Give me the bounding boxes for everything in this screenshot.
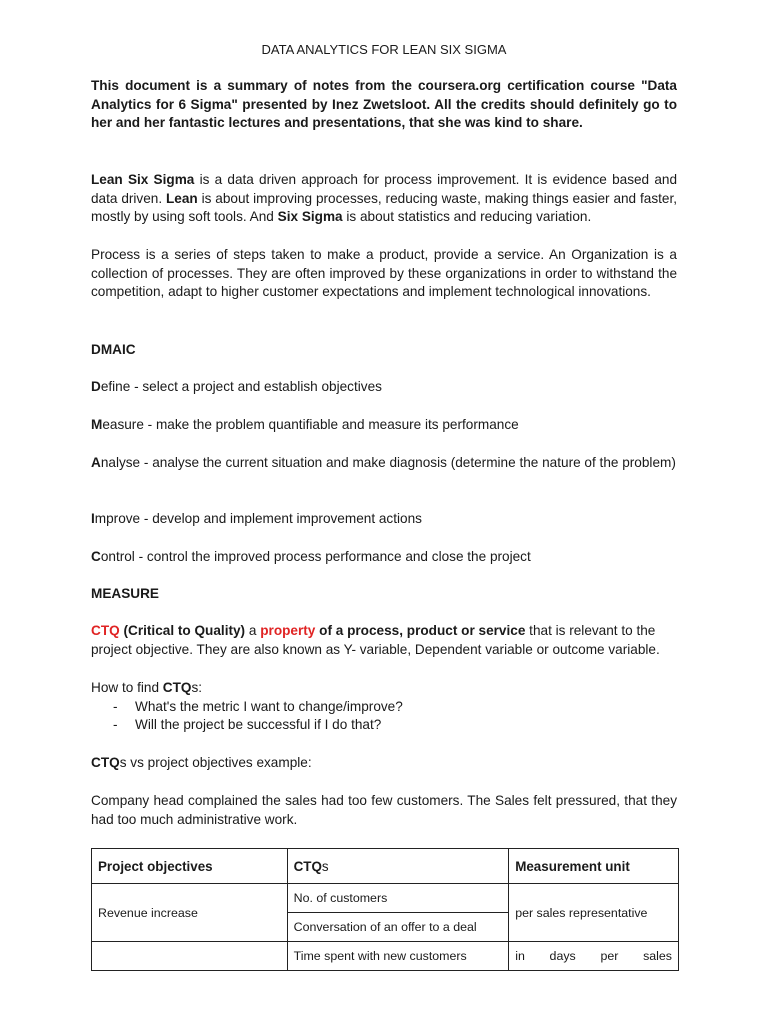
- cell-no-of-customers: No. of customers: [287, 884, 509, 913]
- table-header-row: [92, 849, 679, 884]
- term-property: property: [260, 623, 316, 638]
- how-to-find-ctqs: [91, 679, 677, 735]
- header-ctq-bold: CTQ: [293, 858, 322, 874]
- cell-in-days-per-sales: in days per sales: [509, 942, 679, 971]
- header-ctq-suffix: s: [321, 858, 329, 874]
- cell-empty: [92, 942, 288, 971]
- dmaic-control-text: ontrol - control the improved process performance and close the project: [100, 549, 531, 564]
- list-item: - What's the metric I want to change/improve?: [91, 698, 677, 717]
- how-to-find-label: [91, 679, 677, 698]
- term-ctq: CTQ: [91, 623, 120, 638]
- term-lean: Lean: [166, 190, 198, 206]
- header-project-objectives: Project objectives: [92, 849, 288, 884]
- ctq-question-list: [91, 698, 677, 735]
- example-text: s vs project objectives example:: [119, 755, 312, 770]
- list-item: - Will the project be successful if I do that?: [91, 716, 677, 735]
- dmaic-heading: DMAIC: [91, 342, 136, 357]
- dmaic-improve-text: mprove - develop and implement improvement actions: [94, 511, 422, 526]
- lean-six-sigma-paragraph: [91, 171, 677, 227]
- example-ctq: CTQ: [91, 755, 120, 770]
- dmaic-letter-a: A: [91, 455, 101, 470]
- dmaic-letter-c: C: [91, 549, 101, 564]
- process-paragraph: Process is a series of steps taken to make a product, provide a service. An Organization is a collection of processes. They are often improved by these organizations in order to withstand the competition, adapt to higher customer expectations and implement technological innovations.: [91, 247, 677, 300]
- cell-revenue-increase: Revenue increase: [92, 884, 288, 942]
- ctq-definition-rest: that is relevant to the project objective. They are also known as Y- variable, Dependent variable or outcome variable.: [91, 623, 660, 657]
- document-title: DATA ANALYTICS FOR LEAN SIX SIGMA: [261, 42, 507, 57]
- cell-time-spent: Time spent with new customers: [287, 942, 509, 971]
- dmaic-define-text: efine - select a project and establish objectives: [100, 379, 382, 394]
- dmaic-control: [91, 548, 677, 567]
- header-measurement-unit: Measurement unit: [509, 849, 679, 884]
- dmaic-measure: [91, 416, 677, 435]
- dmaic-analyse-text: nalyse - analyse the current situation and make diagnosis (determine the nature of the problem): [100, 455, 676, 470]
- dmaic-analyse: [91, 454, 677, 473]
- table-row: [92, 884, 679, 913]
- ctq-table: [91, 848, 679, 971]
- ctq-expansion: (Critical to Quality): [119, 623, 246, 638]
- ctq-process-product-service: of a process, product or service: [315, 623, 526, 638]
- term-lean-six-sigma: Lean Six Sigma: [91, 172, 195, 187]
- ctq-example-label: [91, 754, 677, 773]
- intro-paragraph: This document is a summary of notes from the coursera.org certification course "Data Analytics for 6 Sigma" presented by Inez Zwetsloot. All the credits should definitely go to her and her fantastic lectures and presentations, that she was kind to share.: [91, 78, 677, 131]
- lss-text-1: is a data driven approach for process improvement. It is evidence based and data driven.: [91, 172, 677, 206]
- dmaic-letter-d: D: [91, 379, 101, 394]
- dmaic-letter-m: M: [91, 417, 103, 432]
- dmaic-measure-text: easure - make the problem quantifiable and measure its performance: [102, 417, 519, 432]
- cell-conversation: Conversation of an offer to a deal: [287, 913, 509, 942]
- measure-heading: MEASURE: [91, 586, 159, 601]
- dmaic-define: [91, 378, 677, 397]
- ctq-definition: [91, 622, 677, 659]
- term-six-sigma: Six Sigma: [277, 209, 343, 225]
- how-to-ctq: CTQ: [162, 680, 192, 695]
- dmaic-improve: [91, 510, 677, 529]
- how-to-suffix: s:: [191, 680, 203, 695]
- company-paragraph: Company head complained the sales had too few customers. The Sales felt pressured, that they had too much administrative work.: [91, 793, 677, 827]
- how-to-text: How to find: [91, 680, 163, 695]
- ctq-a: a: [245, 623, 261, 638]
- lss-text-3: is about statistics and reducing variation.: [342, 209, 592, 225]
- dmaic-letter-i: I: [91, 511, 95, 526]
- table-row: [92, 942, 679, 971]
- cell-per-sales-representative: per sales representative: [509, 884, 679, 942]
- header-ctqs: [287, 849, 509, 884]
- lss-text-2: is about improving processes, reducing waste, making things easier and faster, mostly by using soft tools. And: [91, 190, 678, 225]
